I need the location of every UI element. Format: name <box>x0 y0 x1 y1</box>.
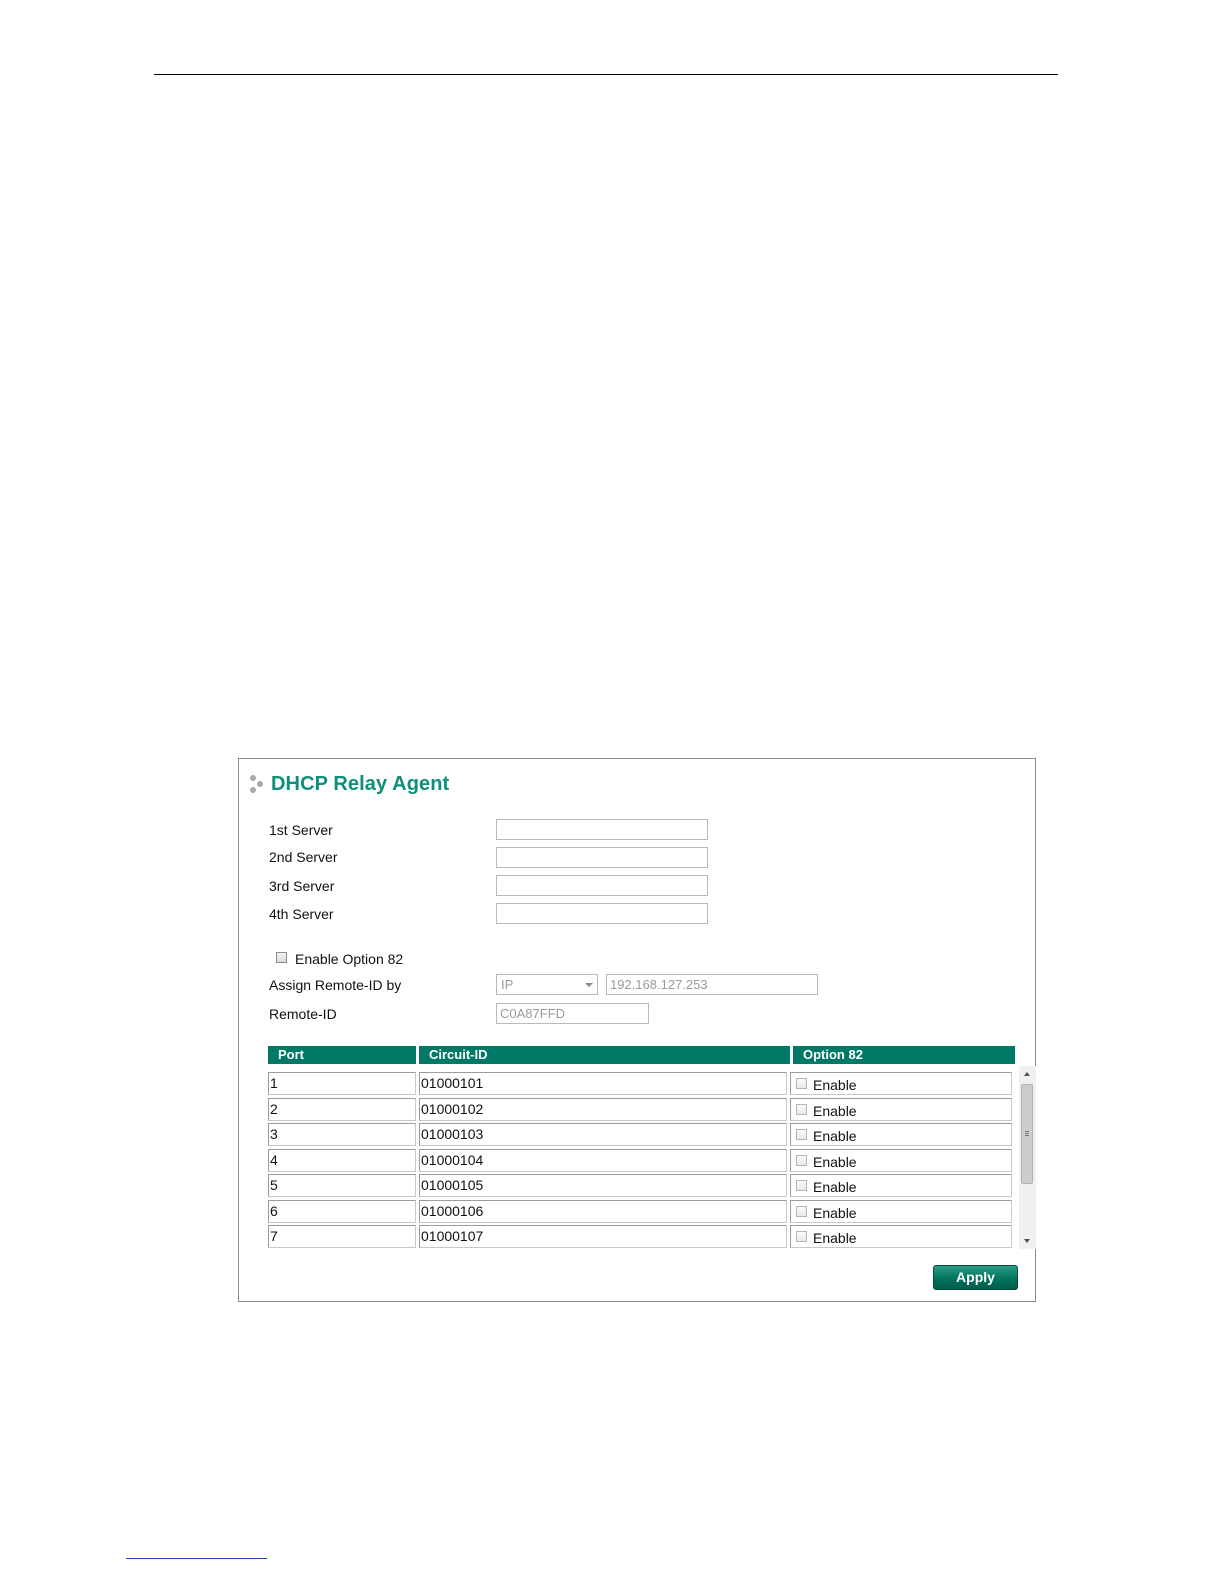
option82-cell <box>790 1225 1012 1248</box>
panel-header <box>249 769 449 799</box>
column-header-option82: Option 82 <box>793 1046 1015 1064</box>
table-row <box>268 1098 1013 1122</box>
enable-option82-label: Enable Option 82 <box>295 951 404 967</box>
table-row <box>268 1200 1013 1224</box>
row-enable-label: Enable <box>813 1153 857 1170</box>
option82-cell <box>790 1123 1012 1146</box>
footer-link-underline <box>126 1558 267 1559</box>
option82-cell <box>790 1174 1012 1197</box>
server-3-label: 3rd Server <box>269 878 335 894</box>
remote-id-label: Remote-ID <box>269 1006 337 1022</box>
remote-id-ip-input[interactable] <box>606 974 818 995</box>
table-row <box>268 1174 1013 1198</box>
page-header-rule <box>154 74 1058 75</box>
dhcp-relay-agent-panel <box>238 758 1036 1302</box>
port-cell[interactable]: 3 <box>268 1123 416 1146</box>
row-enable-label: Enable <box>813 1179 857 1195</box>
server-4-input[interactable] <box>496 903 708 924</box>
circuit-id-cell[interactable]: 01000101 <box>419 1072 787 1095</box>
row-enable-checkbox[interactable] <box>796 1078 807 1089</box>
row-enable-label: Enable <box>813 1077 857 1093</box>
port-cell[interactable]: 4 <box>268 1149 416 1172</box>
port-cell[interactable]: 6 <box>268 1200 416 1223</box>
server-2-input[interactable] <box>496 847 708 868</box>
row-enable-label: Enable <box>813 1230 857 1246</box>
option82-cell <box>790 1098 1012 1121</box>
row-enable-checkbox[interactable] <box>796 1206 807 1217</box>
server-1-label: 1st Server <box>269 822 333 838</box>
circuit-id-cell[interactable]: 01000105 <box>419 1174 787 1197</box>
port-table <box>268 1072 1013 1248</box>
column-header-circuit-id: Circuit-ID <box>419 1046 790 1064</box>
page-title: DHCP Relay Agent <box>271 772 450 795</box>
scroll-down-arrow-icon[interactable] <box>1024 1239 1030 1243</box>
assign-remote-id-label: Assign Remote-ID by <box>269 977 402 993</box>
option82-cell <box>790 1149 1012 1172</box>
table-row <box>268 1149 1013 1173</box>
assign-remote-id-select[interactable] <box>496 974 598 995</box>
row-enable-label: Enable <box>813 1204 857 1221</box>
option82-cell <box>790 1200 1012 1223</box>
row-enable-label: Enable <box>813 1128 857 1144</box>
column-header-port: Port <box>268 1046 416 1064</box>
row-enable-checkbox[interactable] <box>796 1129 807 1140</box>
port-cell[interactable]: 1 <box>268 1072 416 1095</box>
row-enable-checkbox[interactable] <box>796 1104 807 1115</box>
row-enable-checkbox[interactable] <box>796 1180 807 1191</box>
server-2-label: 2nd Server <box>269 849 338 865</box>
server-4-label: 4th Server <box>269 906 334 922</box>
circuit-id-cell[interactable]: 01000106 <box>419 1200 787 1223</box>
circuit-id-cell[interactable]: 01000104 <box>419 1149 787 1172</box>
option82-cell <box>790 1072 1012 1095</box>
chevron-down-icon <box>585 983 593 987</box>
server-3-input[interactable] <box>496 875 708 896</box>
table-scrollbar[interactable] <box>1019 1066 1036 1249</box>
assign-remote-id-value: IP <box>501 977 514 992</box>
menu-dots-icon <box>249 773 269 795</box>
port-cell[interactable]: 7 <box>268 1225 416 1248</box>
enable-option82-checkbox[interactable] <box>276 952 287 963</box>
row-enable-checkbox[interactable] <box>796 1155 807 1166</box>
circuit-id-cell[interactable]: 01000103 <box>419 1123 787 1146</box>
scrollbar-thumb[interactable] <box>1021 1084 1033 1184</box>
port-cell[interactable]: 2 <box>268 1098 416 1121</box>
table-row <box>268 1123 1013 1147</box>
row-enable-checkbox[interactable] <box>796 1231 807 1242</box>
table-row <box>268 1072 1013 1096</box>
scroll-up-arrow-icon[interactable] <box>1024 1072 1030 1076</box>
table-row <box>268 1225 1013 1248</box>
circuit-id-cell[interactable]: 01000107 <box>419 1225 787 1248</box>
port-cell[interactable]: 5 <box>268 1174 416 1197</box>
circuit-id-cell[interactable]: 01000102 <box>419 1098 787 1121</box>
apply-button[interactable]: Apply <box>933 1265 1018 1290</box>
remote-id-input[interactable] <box>496 1003 649 1024</box>
server-1-input[interactable] <box>496 819 708 840</box>
row-enable-label: Enable <box>813 1102 857 1119</box>
